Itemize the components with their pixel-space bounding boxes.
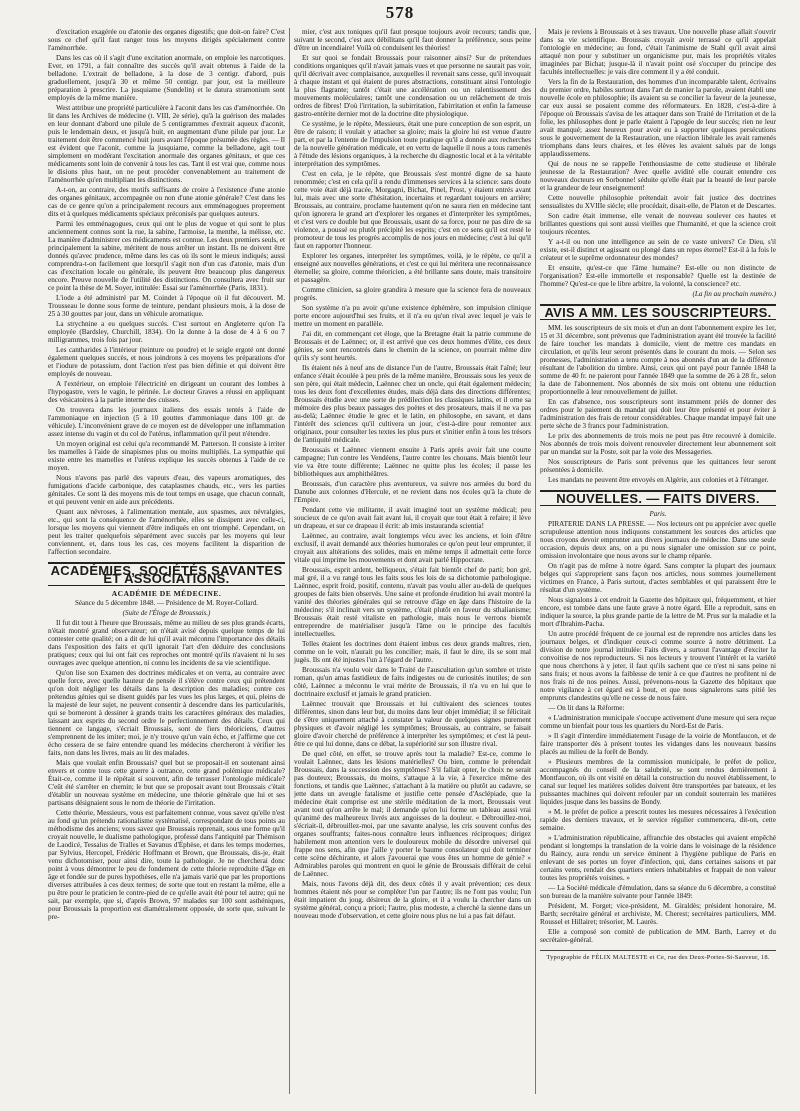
paragraph: Broussais n'a voulu voir dans le Traité de l'auscultation qu'un sombre et triste roman, qu'un amas fastidieux de faits indigestes ou de curiosités inutiles; de son côté, Laënnec a méconnu le vrai mérite de Broussais, il n'a vu en lui que le doctrinaire exclusif et jamais le grand praticien. <box>294 666 531 698</box>
paragraph: La strychnine a eu quelques succès. C'est surtout en Angleterre qu'on l'a employée (Bardsley, Churchill, 1834). On la donne à la dose de 4 à 6 ou 7 milligrammes, trois fois par jour. <box>48 320 285 344</box>
paragraph: Cette nouvelle philosophie prétendait avoir fait justice des doctrines sensualistes du XVIIIe siècle; elle procédait, disait-elle, de Platon et de Descartes. <box>540 194 776 210</box>
paragraph: » L'administration républicaine, affranchie des obstacles qui avaient empêché pendant si longtemps la translation de la voirie dans le voisinage de la résidence du Raincy, aura rendu un service éminent à l'hygiène publique de Paris en enlevant de ses portes un foyer d'infection, qui, dans certaines saisons et par certains vents, rendait des quartiers entiers inhabitables et frappait de non valeur toutes les propriétés voisines. » <box>540 834 776 882</box>
paragraph: Pendant cette vie militante, il avait imaginé tout un système médical; peu soucieux de ce qu'on avait fait avant lui, il croyait que tout était à refaire; il lève un drapeau, et sur ce drapeau il écrit: ab imis instauranda scientia! <box>294 506 531 530</box>
notice-title: AVIS A MM. LES SOUSCRIPTEURS. <box>540 304 776 320</box>
page-number: 578 <box>385 3 415 22</box>
column-3 <box>540 28 776 1098</box>
paragraph: Président, M. Forget; vice-président, M. Giraldès; président honoraire, M. Barth; secrétaire général et archiviste, M. Cherest; secrétaires particuliers, MM. Roussel et Hillairet; trésorier, M. Laurès. <box>540 902 776 926</box>
column-divider <box>289 28 290 1094</box>
column-divider <box>535 28 536 1094</box>
paragraph: Son cadre était immense, elle venait de nouveau soulever ces hautes et brillantes questions qui sont aussi vieilles que l'humanité, et que la science croit toujours récentes. <box>540 212 776 236</box>
paragraph: d'excitation exagérée ou d'atonie des organes digestifs; que doit-on faire? C'est sous ce chef qu'il faut ranger tous les moyens dirigés spécialement contre l'aménorrhée. <box>48 28 285 52</box>
paragraph: Le prix des abonnements de trois mois ne peut pas être recouvré à domicile. Nos abonnés de trois mois doivent renouveler directement leur abonnement soit par un mandat sur la Poste, soit par la voie des Messageries. <box>540 432 776 456</box>
paragraph: A l'extérieur, on emploie l'électricité en dirigeant un courant des lombes à l'hypogastre, vers le vagin, le périnée. Le docteur Graves a réussi en appliquant des vésicatoires à la partie interne des cuisses. <box>48 380 285 404</box>
paragraph: Parmi les emménagogues, ceux qui ont le plus de vogue et qui sont le plus anciennement connus sont la rue, la sabine, l'armoise, la menthe, la mélisse, etc. La manière d'administrer ces médicaments est connue. Les deux premiers seuls, et principalement la sabine, méritent de nous arrêter un instant. Ils ne doivent être donnés qu'avec prudence, même dans les cas où ils sont le mieux indiqués; aussi comprendra-t-on facilement que lorsqu'il s'agit non d'un cas d'atonie, mais d'un cas d'excitation locale ou générale, ils peuvent être beaucoup plus dangereux encore. Preuve nouvelle de l'utilité des distinctions. On consultera avec fruit sur ce point la thèse de M. Soyer, intitulée: Essai sur l'aménorrhée (Paris, 1831). <box>48 220 285 292</box>
paragraph: — La Société médicale d'émulation, dans sa séance du 6 décembre, a constitué son bureau de la manière suivante pour l'année 1849: <box>540 884 776 900</box>
paragraph: Nos souscripteurs de Paris sont prévenus que les quittances leur seront présentées à domicile. <box>540 458 776 474</box>
paragraph: Mais je reviens à Broussais et à ses travaux. Une nouvelle phase allait s'ouvrir dans sa vie scientifique. Broussais croyait avoir terrassé ce qu'il appelait l'ontologie en médecine; au fond, c'était l'animisme de Stahl qu'il avait ainsi attaqué non pour y substituer un organicisme pur, mais les propriétés vitales imaginées par Bichat; jusque-là il n'avait point osé s'occuper du principe des facultés intellectuelles: je vais dire comment il y a été conduit. <box>540 28 776 76</box>
news-title: NOUVELLES. — FAITS DIVERS. <box>540 490 776 506</box>
paragraph: De quel côté, en effet, se trouve après tout la maladie? Est-ce, comme le voulait Laënnec, dans les lésions matérielles? Ou bien, comme le prétendait Broussais, dans la succession des symptômes? S'il fallait opter, le choix ne serait pas douteux; Broussais, du moins, s'attaque à la vie, à l'exercice même des fonctions, et tandis que Laënnec, s'attachant à la matière ou plutôt au cadavre, se jette dans un aveugle fatalisme et justifie cette pensée d'Asclépiade, que la médecine était comprise est une stérile méditation de la mort, Broussais veut avant tout qu'on arrête le mal; il demande qu'on lui forme un tableau aussi vrai qu'animé des malheureux livrés aux angoisses de la douleur. « Débrouillez-moi, s'écriait-il, débrouillez-moi, par une savante analyse, les cris souvent confus des organes souffrants; faites-nous connaître leurs influences réciproques; dirigez habilement mon attention vers le douloureux mobile du désordre universel qui frappe nos sens, afin que j'aille y porter le baume consolateur qui doit terminer cette scène déchirante, et alors j'avouerai que vous êtes un homme de génie? » Admirables paroles qui montrent en quoi le génie de Broussais différait de celui de Laënnec. <box>294 750 531 878</box>
paragraph: Un autre procédé fréquent de ce journal est de reprendre nos articles dans les journaux belges, et d'indiquer ceux-ci comme source à notre détriment. La division de notre journal intitulée: Faits divers, a surtout l'avantage d'exciter la convoitise de nos reproducteurs. Si nos lecteurs y trouvent l'intérêt et la variété que nous cherchons à y jeter, il faut qu'ils sachent que ce n'est ni sans peine ni sans frais; et nous avons la faiblesse de tenir à ce que d'autres ne profitent ni de nos frais ni de nos peines. Aussi, prévenons-nous la Gazette des hôpitaux que notre vigilance à cet égard est à bout, et que nous signalerons sans pitié les emprunts clandestins qu'elle ne cesse de nous faire. <box>540 630 776 702</box>
column-2 <box>294 28 531 1098</box>
paragraph: L'iode a été administré par M. Coindet à l'époque où il fut découvert. M. Trousseau le donne sous forme de teinture, pendant plusieurs mois, à la dose de 25 à 30 gouttes par jour, dans un véhicule aromatique. <box>48 294 285 318</box>
paragraph: En cas d'absence, nos souscripteurs sont instamment priés de donner des ordres pour le paiement du mandat qui doit leur être présenté et pour éviter à l'administration des frais de retour considérables. Chaque mandat impayé fait une perte sèche de 3 francs pour l'administration. <box>540 398 776 430</box>
paragraph: Broussais, d'un caractère plus aventureux, va suivre nos armées du bord du Danube aux colonnes d'Hercule, et ne revient dans nos écoles qu'à la chute de l'Empire. <box>294 480 531 504</box>
paragraph: C'est en cela, je le répète, que Broussais s'est montré digne de sa haute renommée; c'est en cela qu'il a rendu d'immenses services à la science: sans doute cette voie était déjà tracée, Morgagni, Bichat, Pinel, Prost, y étaient entrés avant lui, mais avec une sorte d'hésitation, incertains et regardant toujours en arrière; Broussais, au contraire, proclame hautement qu'on ne saura rien en médecine tant qu'on ignorera le grand art d'explorer les organes et d'interpréter les symptômes, et c'est vers ce double but que Broussais, usant de sa force, pour ne pas dire de sa violence, a poussé ou plutôt précipité les esprits; c'est en ce sens qu'il est resté le promoteur de tous les progrès accomplis de nos jours en médecine; c'est à lui qu'il faut en rapporter l'honneur. <box>294 170 531 250</box>
paragraph: Laënnec, au contraire, avait longtemps vécu avec les anciens, et loin d'être exclusif, il avait demandé aux théories humorales ce qu'on peut leur emprunter, il croyait aux altérations des solides, mais en même temps il admettait cette force vitale qui imprime les mouvements et dont avait parlé Hippocrate. <box>294 532 531 564</box>
paragraph: On n'agit pas de même à notre égard. Sans compter la plupart des journaux belges qui s'approprient sans façon nos articles, nous sommes journellement victimes en France, à Paris surtout, d'actes semblables et qui paraissent être le résultat d'un système. <box>540 562 776 594</box>
paragraph: Laënnec trouvait que Broussais et lui cultivaient des sciences toutes différentes, sinon dans leur but, du moins dans leur objet immédiat; il se félicitait de s'être uniquement attaché à constater la valeur de quelques signes purement physiques et d'avoir négligé les symptômes; Broussais, au contraire, se faisait gloire d'avoir cherché de préférence à interpréter les symptômes; et c'est là peut-être ce qui lui donne, dans ce débat, la supériorité sur son illustre rival. <box>294 700 531 748</box>
paragraph: Qui de nous ne se rappelle l'enthousiasme de cette studieuse et libérale jeunesse de la Restauration? Avec quelle avidité elle courait entendre ces nouveaux docteurs en Sorbonne! séduite qu'elle était par la beauté de leur parole et la grandeur de leur enseignement! <box>540 160 776 192</box>
subscriber-notice <box>540 324 776 484</box>
continuation-note: (La fin au prochain numéro.) <box>692 290 776 298</box>
column-3-article <box>540 28 776 288</box>
paragraph: J'ai dit, en commençant cet éloge, que la Bretagne était la patrie commune de Broussais et de Laënnec; or, il est arrivé que ces deux hommes d'élite, ces deux génies, se sont rencontrés dans le chemin de la science, on pourrait même dire qu'ils s'y sont heurtés. <box>294 330 531 362</box>
paragraph: On trouvera dans les journaux italiens des essais tentés à l'aide de l'ammoniaque en injection (5 à 10 gouttes d'ammoniaque dans 100 gr. de véhicule). L'inconvénient grave de ce moyen est de développer une inflammation assez intense du vagin et du col de l'utérus, inflammation qu'il peut n'étendre. <box>48 406 285 438</box>
paragraph: Mais, nous l'avons déjà dit, des deux côtés il y avait prévention; ces deux hommes étaient nés pour se compléter l'un par l'autre; ils ne l'ont pas voulu; l'un était impatient du joug, désireux de la gloire, et il a voulu la chercher dans un système général, conçu a priori; l'autre, plus modeste, a cherché la sienne dans un nouveau mode d'observation, et cette gloire nous plus ne lui a pas fait défaut. <box>294 880 531 920</box>
column-2-article <box>294 28 531 920</box>
paragraph: Et ensuite, qu'est-ce que l'âme humaine? Est-elle ou non distincte de l'organisation? Est-elle immortelle et responsable? Quelle est la destinée de l'homme? Qu'est-ce que le libre arbitre, la volonté, la conscience? etc. <box>540 264 776 288</box>
paragraph: Les mandats ne peuvent être envoyés en Algérie, aux colonies et à l'étranger. <box>548 476 769 484</box>
paragraph: West attribue une propriété particulière à l'aconit dans les cas d'aménorrhée. On lit dans les Archives de médecine (t. VIII, 2e série), qu'à la guérison des malades en leur donnant d'abord une pilule de 5 centigrammes d'extrait aqueux d'aconit, puis le lendemain deux, et jusqu'à huit, en augmentant d'une pilule par jour. Le traitement doit être commencé huit jours avant l'époque présumée des règles. — Il est évident que l'aconit, comme la jusquiame, comme la belladone, agit tout simplement en modérant l'excitation anormale des organes génitaux, et que ces médicaments sont loin de convenir à tous les cas. Tant il est vrai que, comme nous le disions plus haut, on ne peut procéder convenablement au traitement de l'aménorrhée qu'en multipliant les distinctions. <box>48 104 285 184</box>
paragraph: Les cantharides à l'intérieur (teinture ou poudre) et le seigle ergoté ont donné également quelques succès, et nous joindrons à ces moyens les préparations d'or et l'iodure de potassium, dont l'action n'est pas bien définie et qui doivent être employés de nouveau. <box>48 346 285 378</box>
paragraph: Ce système, je le répète, Messieurs, était une pure conception de son esprit, un être de raison; il voulait y attacher sa gloire; mais la gloire lui est venue d'autre part, et par la l'entente de l'impulsion toute pratique qu'il a donnée aux recherches de la nouvelle génération médicale, et en vertu de laquelle il nous a tous ramenés à l'étude des lésions organiques, à la recherche du diagnostic local et à la véritable interprétation des symptômes. <box>294 120 531 168</box>
column-1 <box>48 28 285 1098</box>
paragraph: Comme clinicien, sa gloire grandira à mesure que la science fera de nouveaux progrès. <box>294 286 531 302</box>
paragraph: Son système n'a pu avoir qu'une existence éphémère, son impulsion clinique porte encore aujourd'hui ses fruits, et il n'a eu qu'un rival avec lequel je vais le mettre un moment en parallèle. <box>294 304 531 328</box>
paragraph: Et sur quoi se fondait Broussais pour raisonner ainsi? Sur de prétendues conditions organiques qu'il n'avait jamais vues et que personne ne saurait pas voir, qu'il décrivait avec complaisance, auxquelles il revenait sans cesse, qu'il invoquait à chaque instant et qui étaient de pures abstractions, constituant ainsi l'ontologie la plus flagrante; tantôt c'était une accélération ou un ralentissement des mouvements moléculaires; tantôt une condensation ou un relâchement de trois ordres de fibres! D'où l'irritation, la subirritation, l'abirritation et enfin la fameuse gastro-entérite dernier mot de la doctrine dite physiologique. <box>294 54 531 118</box>
paragraph: A-t-on, au contraire, des motifs suffisants de croire à l'existence d'une atonie des organes génitaux, accompagnée ou non d'une atonie générale? C'est dans les cas de ce genre qu'on a principalement recours aux emménagogues proprement dits et à quelques médicaments spéciaux préconisés par quelques auteurs. <box>48 186 285 218</box>
news-place: Paris. <box>649 510 667 518</box>
paragraph: mier, c'est aux toniques qu'il faut presque toujours avoir recours; tandis que, suivant le second, c'est aux débilitans qu'il faut donner la préférence, sous peine d'être un incendiaire! Voilà où conduisent les théories! <box>294 28 531 52</box>
column-1-article <box>48 28 285 556</box>
paragraph: Quant aux névroses, à l'alimentation mentale, aux spasmes, aux névralgies, etc., qui sont la conséquence de l'aménorrhée, elles se dissipent avec celle-ci, lorsque les moyens qui viennent d'être indiqués en ont triomphé. Cependant, on peut les traiter quelquefois séparément avec succès par les moyens qui leur conviennent, et, dans tous les cas, ces moyens facilitent la disparition de l'affection secondaire. <box>48 508 285 556</box>
paragraph: Vers la fin de la Restauration, des hommes d'un incomparable talent, écrivains du premier ordre, habiles surtout dans l'art de manier la parole, avaient établi une nouvelle école en philosophie; ils avaient su se concilier la faveur de la jeunesse, car eux aussi se posaient comme des réformateurs. En 1828, c'est-à-dire à l'époque où Broussais s'avisa de les attaquer dans son Traité de l'irritation et de la folie, les philosophes dont je parle étaient à l'apogée de leur succès; rien ne leur avait manqué; assez heureux pour avoir eu à supporter quelques persécutions sous le gouvernement de la Restauration, une réaction libérale les avait ramenés triomphans dans leurs chaires, et les élèves les avaient salués par de longs applaudissemens. <box>540 78 776 158</box>
news-items <box>540 520 776 944</box>
paragraph: Elle a composé son comité de publication de MM. Barth, Larrey et du secrétaire-général. <box>540 928 776 944</box>
paragraph: Telles étaient les doctrines dont étaient imbus ces deux grands maîtres, rien, comme on le voit, n'aurait pu les concilier; mais, il faut le dire, ils se sont mal jugés. Ils ont été injustes l'un à l'égard de l'autre. <box>294 640 531 664</box>
suite-line: (Suite de l'Éloge de Broussais.) <box>122 609 211 617</box>
paragraph: » Plusieurs membres de la commission municipale, le préfet de police, accompagnés du conseil de la salubrité, se sont rendus dernièrement à Montfaucon, où ils ont visité en détail la construction du nouvel établissement, le canal sur lequel les matières solides doivent être transportées par bateaux, et les puissantes machines qui doivent refouler par un conduit souterrain les matières liquides jusque dans les bassins de Bondy. <box>540 758 776 806</box>
paragraph: Il fut dit tout à l'heure que Broussais, même au milieu de ses plus grands écarts, n'était montré grand observateur; on n'était avisé depuis quelque temps de lui contester cette qualité; on a dit de lui qu'il avait méconnu l'importance des détails dans l'exposition des faits et qu'il ignorait l'art d'en déduire des conclusions pratiques; ceux qui lui ont fait ces reproches ont montré qu'ils n'avaient ni lu ses ouvrages avec quelque attention, ni connu les incidents de sa vie scientifique. <box>48 619 285 667</box>
paragraph: Nous signalons à cet endroit la Gazette des hôpitaux qui, fréquemment, et hier encore, est tombée dans une faute grave à notre égard. Elle a reproduit, sans en indiquer la source, la plus grande partie de la lettre de M. Prus sur la maladie et la mort d'Ibrahim-Pacha. <box>540 596 776 628</box>
paragraph: » Il s'agit d'interdire immédiatement l'usage de la voirie de Montfaucon, et de faire transporter dès à présent toutes les vidanges dans les nouveaux bassins placés au milieu de la forêt de Bondy. <box>540 732 776 756</box>
academy-report <box>48 619 285 921</box>
paragraph: Y a-t-il ou non une intelligence au sein de ce vaste univers? Ce Dieu, s'il existe, est-il distinct et agissant ou plongé dans un repos éternel? Est-il à la fois le créateur et le suprême ordonnateur des mondes? <box>540 238 776 262</box>
paragraph: « L'administration municipale s'occupe activement d'une mesure qui sera reçue comme un bienfait pour tous les quartiers du Nord-Est de Paris. <box>540 714 776 730</box>
printer-footer: Typographie de FÉLIX MALTESTE et Ce, rue des Deux-Portes-St-Sauveur, 18. <box>540 950 776 962</box>
paragraph: Nous n'avons pas parlé des vapeurs d'eau, des vapeurs aromatiques, des fumigations d'acide carbonique, des cataplasmes chauds, etc., vers les parties génitales. Ce sont là des moyens mis de tout temps en usage, que chacun connaît, et qui peuvent venir en aide aux précédents. <box>48 474 285 506</box>
paragraph: » M. le préfet de police a prescrit toutes les mesures nécessaires à l'exécution rapide des derniers travaux, et le service régulier commencera, dit-on, cette semaine. <box>540 808 776 832</box>
paragraph: — On lit dans la Réforme: <box>548 704 625 712</box>
section-subtitle: ACADÉMIE DE MÉDECINE. <box>111 589 222 598</box>
paragraph: MM. les souscripteurs de six mois et d'un an dont l'abonnement expire les 1er, 15 et 31 décembre, sont prévenus que l'administration ayant été trouvée la facilité de faire toucher les mandats à domicile, vient de mettre ces mandats en circulation, et qu'ils leur seront présentés dans le courant du mois. — Selon ses promesses, l'administration a tenu compte à nos abonnés d'un an de la différence résultant de l'abolition du timbre. Ainsi, ceux qui ont payé pour l'année 1848 la somme de 40 fr. ne paieront pour l'année 1849 que la somme de 26 à 28 fr., selon la date de l'abonnement. Nos abonnés de six mois ont obtenu une réduction proportionnelle à leur renouvellement de juillet. <box>540 324 776 396</box>
paragraph: PIRATERIE DANS LA PRESSE. — Nos lecteurs ont pu apprécier avec quelle scrupuleuse attention nous indiquons constamment les sources des articles que nous croyons devoir emprunter aux divers journaux de médecine. Dans une seule occasion, depuis deux ans, on a pu nous signaler une omission sur ce point, omission involontaire que nous avons sur le champ réparée. <box>540 520 776 560</box>
paragraph: Ils étaient nés à neuf ans de distance l'un de l'autre, Broussais était l'aîné; leur enfance s'était écoulée à peu près de la même manière, Broussais sous les yeux de son père, qui était médecin, Laënnec chez un oncle, qui était également médecin; tous les deux font d'excellentes études, mais déjà dans des directions différentes; Broussais étudie avec une sorte de prédilection les classiques latins, et il orne sa mémoire des plus beaux passages des poètes et des prosateurs, mais il ne va pas au-delà; Laënnec étudie le grec et le latin, en philosophe, en savant, et dans l'intérêt des sciences qu'il cultivera un jour, c'est-à-dire pour remonter aux originaux, pour consulter les textes les plus purs et s'initier enfin à tous les trésors de l'antiquité médicale. <box>294 364 531 444</box>
paragraph: Cette théorie, Messieurs, vous est parfaitement connue, vous savez qu'elle n'est au fond qu'un prétendu rationalisme systématisé, correspondant de tous points au méthodisme des anciens; vous savez que Broussais reprenait, sous une forme qu'il croyait nouvelle, le dualisme pathologique, professé dans l'antiquité par Thémison de Laodicé, Tessalus de Tralles et Savanus d'Éphèse, et dans les temps modernes, par Sylvius, Hercopel, Frédéric Hoffmann et Brown, que Broussais, dis-je, était venu dichotomiser, pour ainsi dire, toute la pathologie. Je ne chercherai donc point à vous démontrer le peu de fondement de cette théorie reproduite d'âge en âge et fondée sur de pures hypothèses, elle n'a jamais varié que par les proportions diverses attribuées à ces deux termes; de sorte que tout en restant la même, elle a pu être pour le praticien le contre-pied de ce qu'elle avait été pour tel autre; qui ne sait, par exemple, que si, d'après Brown, 97 malades sur 100 sont asthéniques, pour Broussais la proportion est diamétralement opposée, de sorte que, suivant le pre- <box>48 809 285 921</box>
section-title: ACADÉMIES, SOCIÉTÉS SAVANTES ET ASSOCIATIONS. <box>48 562 285 586</box>
paragraph: Mais que voulait enfin Broussais? quel but se proposait-il en soutenant ainsi envers et contre tous cette guerre à outrance, cette grand polémique médicale? Était-ce, comme il le répétait si souvent, afin de terrasser l'ontologie médicale? C'eût été s'arrêter en chemin; le but que se proposait avant tout Broussais c'était d'établir un nouveau système en médecine, une théorie générale que lui et ses partisans désignaient sous le nom de théorie de l'irritation. <box>48 759 285 807</box>
paragraph: Un moyen original est celui qu'a recommandé M. Patterson. Il consiste à irriter les mamelles à l'aide de sinapismes plus ou moins multipliés. La sympathie qui existe entre les mamelles et l'utérus explique les succès obtenus à l'aide de ce moyen. <box>48 440 285 472</box>
paragraph: Explorer les organes, interpréter les symptômes, voilà, je le répète, ce qu'il a enseigné aux nouvelles générations, et c'est ce qui lui méritera une reconnaissance éternelle; sa gloire, comme théoricien, a été brillante sans doute, mais transitoire et passagère. <box>294 252 531 284</box>
session-line: Séance du 5 décembre 1848. — Présidence de M. Royer-Collard. <box>75 599 258 607</box>
paragraph: Qu'on lise son Examen des doctrines médicales et on verra, au contraire avec quelle force, avec quelle hauteur de pensée il s'élève contre ceux qui prétendent qu'on doit négliger les détails dans la description des maladies; contre ces prétendus génies qui se disent guidés par les vues les plus larges, et qui, pleins de la majesté de leur sujet, ne peuvent consentir à descendre dans les particularités, qui se borneront à dessiner à grands traits les caractères généraux des maladies, laissant aux esprits du second ordre le perfectionnement des détails. Ceux qui tiennent ce langage, s'écriait Broussais, sont de fiers théoriciens, d'autres s'emprennent de les imiter; moi, je n'y trouve qu'un vain écho, et j'affirme que cet écho cessera de se faire entendre quand les médecins chercheront à vérifier les faits, non dans les livres, mais au lit des malades. <box>48 669 285 757</box>
paragraph: Broussais, esprit ardent, belliqueux, s'était fait bientôt chef de parti; bon gré, mal gré, il a vu rangé tous les faits sous les lois de sa dichotomie pathologique. Laënnec, esprit froid, positif, contenu, n'avait pas voulu aller au-delà de quelques groupes de faits bien observés. Une saine et profonde érudition lui avait montré la vanité des théories générales qui se retrouve d'âge en âge dans l'histoire de la médecine; s'il inclinait vers un système, c'était plutôt en faveur du sthalianisme; Broussais était resté vitaliste en pathologie, mais nous le verrons bientôt entreprendre de matérialiser jusqu'à l'âme ou le principe des facultés intellectuelles. <box>294 566 531 638</box>
paragraph: Broussais et Laënnec viennent ensuite à Paris après avoir fait une courte campagne; l'un contre les Vendéens, l'autre contre les chouans. Mais bientôt leur vie va être toute différente; Laënnec ne quitte plus les écoles; il passe les bibliothèques aux amphithéâtres. <box>294 446 531 478</box>
paragraph: Dans les cas où il s'agit d'une excitation anormale, on emploie les narcotiques. Ever, en 1791, a fait connaître des succès qu'il avait obtenus à l'aide de la belladone. L'extrait de belladone, à la dose de 3 centigr. d'abord, puis graduellement, jusqu'à 30 et même 50 centigr. par jour, est la meilleure préparation à prescrire. La jusquiame (Sundelin) et le datura stramonium sont employés de la même manière. <box>48 54 285 102</box>
